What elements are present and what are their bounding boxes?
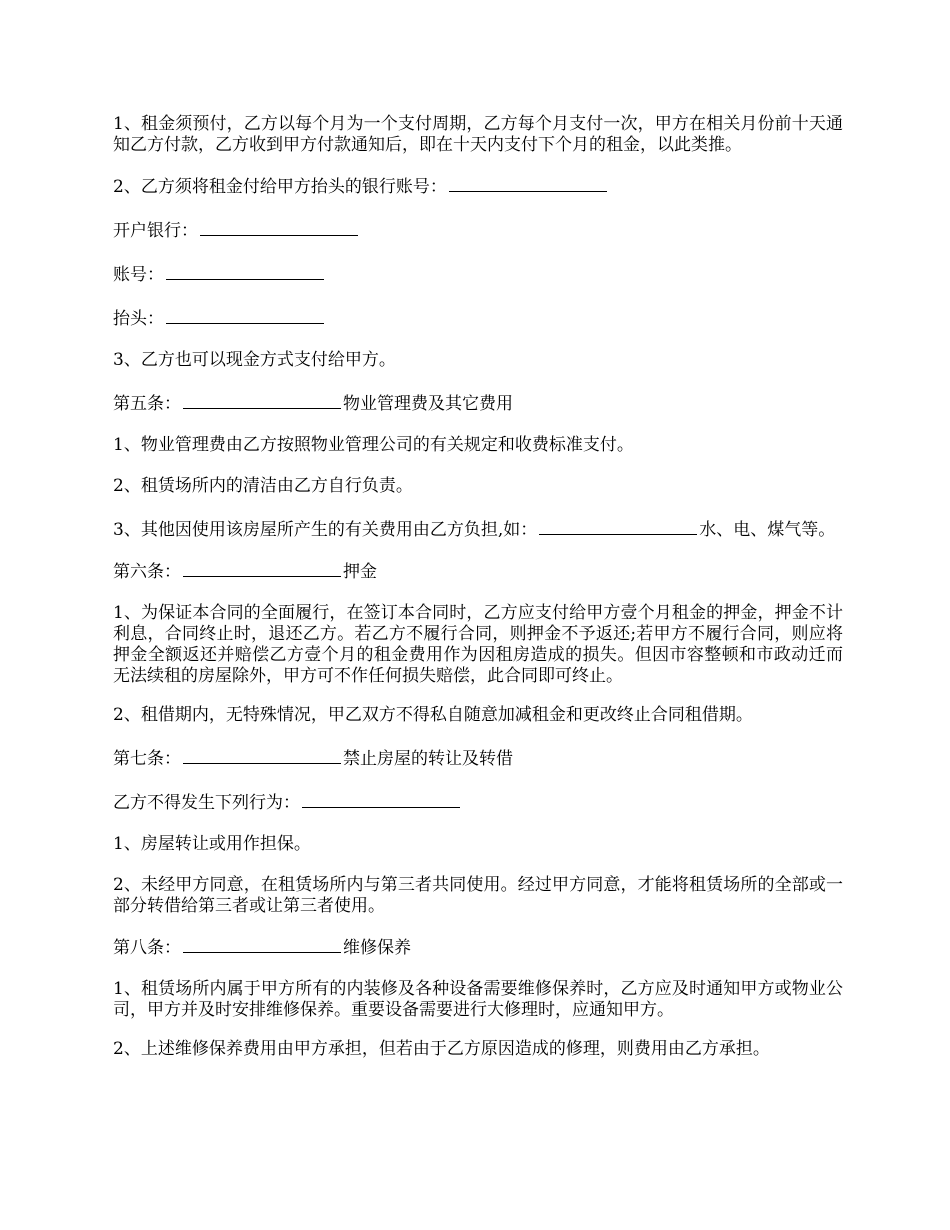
- paragraph-cash-payment: 3、乙方也可以现金方式支付给甲方。: [113, 350, 396, 370]
- paragraph-property-fee: 1、物业管理费由乙方按照物业管理公司的有关规定和收费标准支付。: [113, 435, 634, 455]
- paragraph-prohibited-acts: [113, 790, 843, 814]
- heading-article-8: [113, 935, 843, 959]
- article-title: 维修保养: [343, 938, 411, 958]
- paragraph-prefix: 抬头：: [113, 309, 164, 329]
- article-number: 第五条：: [113, 394, 181, 414]
- fill-in-blank: [183, 559, 341, 577]
- heading-article-5: [113, 391, 843, 415]
- paragraph-cleaning: 2、租赁场所内的清洁由乙方自行负责。: [113, 476, 413, 496]
- fill-in-blank: [539, 517, 697, 535]
- paragraph-no-sharing: 2、未经甲方同意，在租赁场所内与第三者共同使用。经过甲方同意，才能将租赁场所的全部或一部分转借给第三者或让第三者使用。: [113, 875, 843, 916]
- document-body: [113, 114, 843, 1078]
- article-number: 第六条：: [113, 562, 181, 582]
- paragraph-deposit-terms: 1、为保证本合同的全面履行，在签订本合同时，乙方应支付给甲方壹个月租金的押金，押金不计利息，合同终止时，退还乙方。若乙方不履行合同，则押金不予返还;若甲方不履行合同，则应将押金全额返还并赔偿乙方壹个月的租金费用作为因租房造成的损失。但因市容整顿和市政动迁而无法续租的房屋除外，甲方可不作任何损失赔偿，此合同即可终止。: [113, 603, 843, 686]
- article-number: 第七条：: [113, 749, 181, 769]
- article-number: 第八条：: [113, 938, 181, 958]
- paragraph-prefix: 3、其他因使用该房屋所产生的有关费用由乙方负担,如：: [113, 520, 538, 540]
- paragraph-prefix: 2、乙方须将租金付给甲方抬头的银行账号：: [113, 177, 447, 197]
- fill-in-blank: [166, 306, 324, 324]
- paragraph-prefix: 开户银行：: [113, 221, 198, 241]
- paragraph-bank-account: [113, 174, 843, 198]
- paragraph-account-number: [113, 262, 843, 286]
- fill-in-blank: [183, 935, 341, 953]
- paragraph-no-transfer: 1、房屋转让或用作担保。: [113, 834, 311, 854]
- paragraph-opening-bank: [113, 218, 843, 242]
- article-title: 禁止房屋的转让及转借: [343, 749, 513, 769]
- paragraph-rent-adjustment: 2、租借期内，无特殊情况，甲乙双方不得私自随意加减租金和更改终止合同租借期。: [113, 705, 753, 725]
- paragraph-prefix: 账号：: [113, 265, 164, 285]
- fill-in-blank: [183, 391, 341, 409]
- paragraph-maintenance-cost: 2、上述维修保养费用由甲方承担，但若由于乙方原因造成的修理，则费用由乙方承担。: [113, 1039, 770, 1059]
- fill-in-blank: [200, 218, 358, 236]
- heading-article-7: [113, 746, 843, 770]
- fill-in-blank: [166, 262, 324, 280]
- paragraph-suffix: 水、电、煤气等。: [699, 520, 836, 540]
- heading-article-6: [113, 559, 843, 583]
- paragraph-prefix: 乙方不得发生下列行为：: [113, 793, 300, 813]
- paragraph-maintenance-notice: 1、租赁场所内属于甲方所有的内装修及各种设备需要维修保养时，乙方应及时通知甲方或物业公司，甲方并及时安排维修保养。重要设备需要进行大修理时，应通知甲方。: [113, 979, 843, 1020]
- article-title: 押金: [343, 562, 377, 582]
- paragraph-rent-prepayment: 1、租金须预付，乙方以每个月为一个支付周期，乙方每个月支付一次，甲方在相关月份前十天通知乙方付款，乙方收到甲方付款通知后，即在十天内支付下个月的租金，以此类推。: [113, 114, 843, 155]
- paragraph-account-header: [113, 306, 843, 330]
- article-title: 物业管理费及其它费用: [343, 394, 513, 414]
- paragraph-other-fees: [113, 517, 843, 541]
- fill-in-blank: [449, 174, 607, 192]
- fill-in-blank: [183, 746, 341, 764]
- fill-in-blank: [302, 790, 460, 808]
